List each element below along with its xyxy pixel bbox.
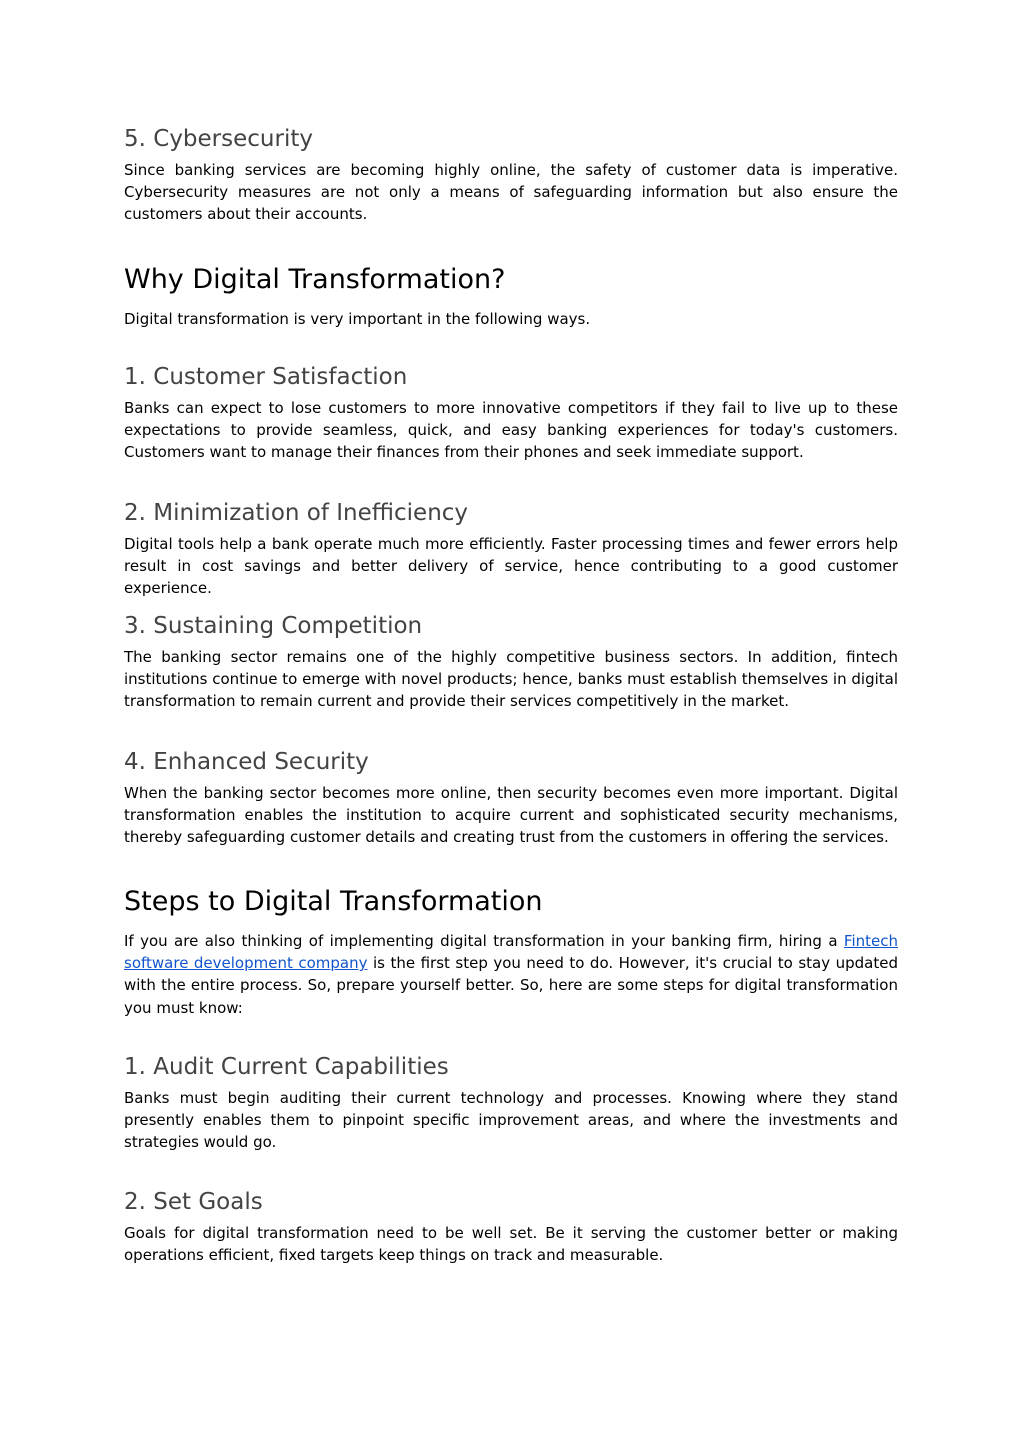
steps-intro-paragraph [124,930,898,1019]
audit-capabilities-heading: 1. Audit Current Capabilities [124,1054,449,1080]
set-goals-section [124,1187,898,1266]
cybersecurity-section [124,124,898,226]
customer-satisfaction-heading: 1. Customer Satisfaction [124,364,408,390]
sustaining-competition-heading: 3. Sustaining Competition [124,613,423,639]
why-heading: Why Digital Transformation? [124,264,506,295]
minimization-inefficiency-section [124,498,898,600]
cybersecurity-heading: 5. Cybersecurity [124,126,313,152]
sustaining-competition-section [124,611,898,713]
customer-satisfaction-section [124,362,898,464]
steps-section [124,884,898,1019]
set-goals-heading: 2. Set Goals [124,1189,263,1215]
steps-heading: Steps to Digital Transformation [124,886,543,917]
enhanced-security-paragraph: When the banking sector becomes more online, then security becomes even more important. Digital transformation enables the institution to acquire current and sophisticated security mechanisms, thereby safeguarding customer details and creating trust from the customers in offering the services. [124,784,898,847]
fintech-company-link[interactable]: Fintech software development company [124,932,898,973]
sustaining-competition-paragraph: The banking sector remains one of the highly competitive business sectors. In addition, fintech institutions continue to emerge with novel products; hence, banks must establish themselves in digital transformation to remain current and provide their services competitively in the market. [124,648,898,711]
why-intro-paragraph: Digital transformation is very important in the following ways. [124,310,591,328]
steps-intro-text-after: is the first step you need to do. However, it's crucial to stay updated with the entire process. So, prepare yourself better. So, here are some steps for digital transformation you must know: [124,954,898,1017]
audit-capabilities-paragraph: Banks must begin auditing their current technology and processes. Knowing where they stand presently enables them to pinpoint specific improvement areas, and where the investments and strategies would go. [124,1089,898,1152]
steps-intro-text-before: If you are also thinking of implementing digital transformation in your banking firm, hiring a [124,932,844,950]
audit-capabilities-section [124,1052,898,1154]
customer-satisfaction-paragraph: Banks can expect to lose customers to more innovative competitors if they fail to live up to these expectations to provide seamless, quick, and easy banking experiences for today's customers. Customers want to manage their finances from their phones and seek immediate support. [124,399,898,462]
set-goals-paragraph: Goals for digital transformation need to be well set. Be it serving the customer better or making operations efficient, fixed targets keep things on track and measurable. [124,1224,898,1265]
enhanced-security-section [124,747,898,849]
enhanced-security-heading: 4. Enhanced Security [124,749,369,775]
minimization-inefficiency-heading: 2. Minimization of Inefficiency [124,500,469,526]
why-digital-transformation-section [124,262,898,330]
cybersecurity-paragraph: Since banking services are becoming highly online, the safety of customer data is imperative. Cybersecurity measures are not only a means of safeguarding information but also ensure the customers about their accounts. [124,161,898,224]
minimization-inefficiency-paragraph: Digital tools help a bank operate much more efficiently. Faster processing times and fewer errors help result in cost savings and better delivery of service, hence contributing to a good customer experience. [124,535,898,598]
